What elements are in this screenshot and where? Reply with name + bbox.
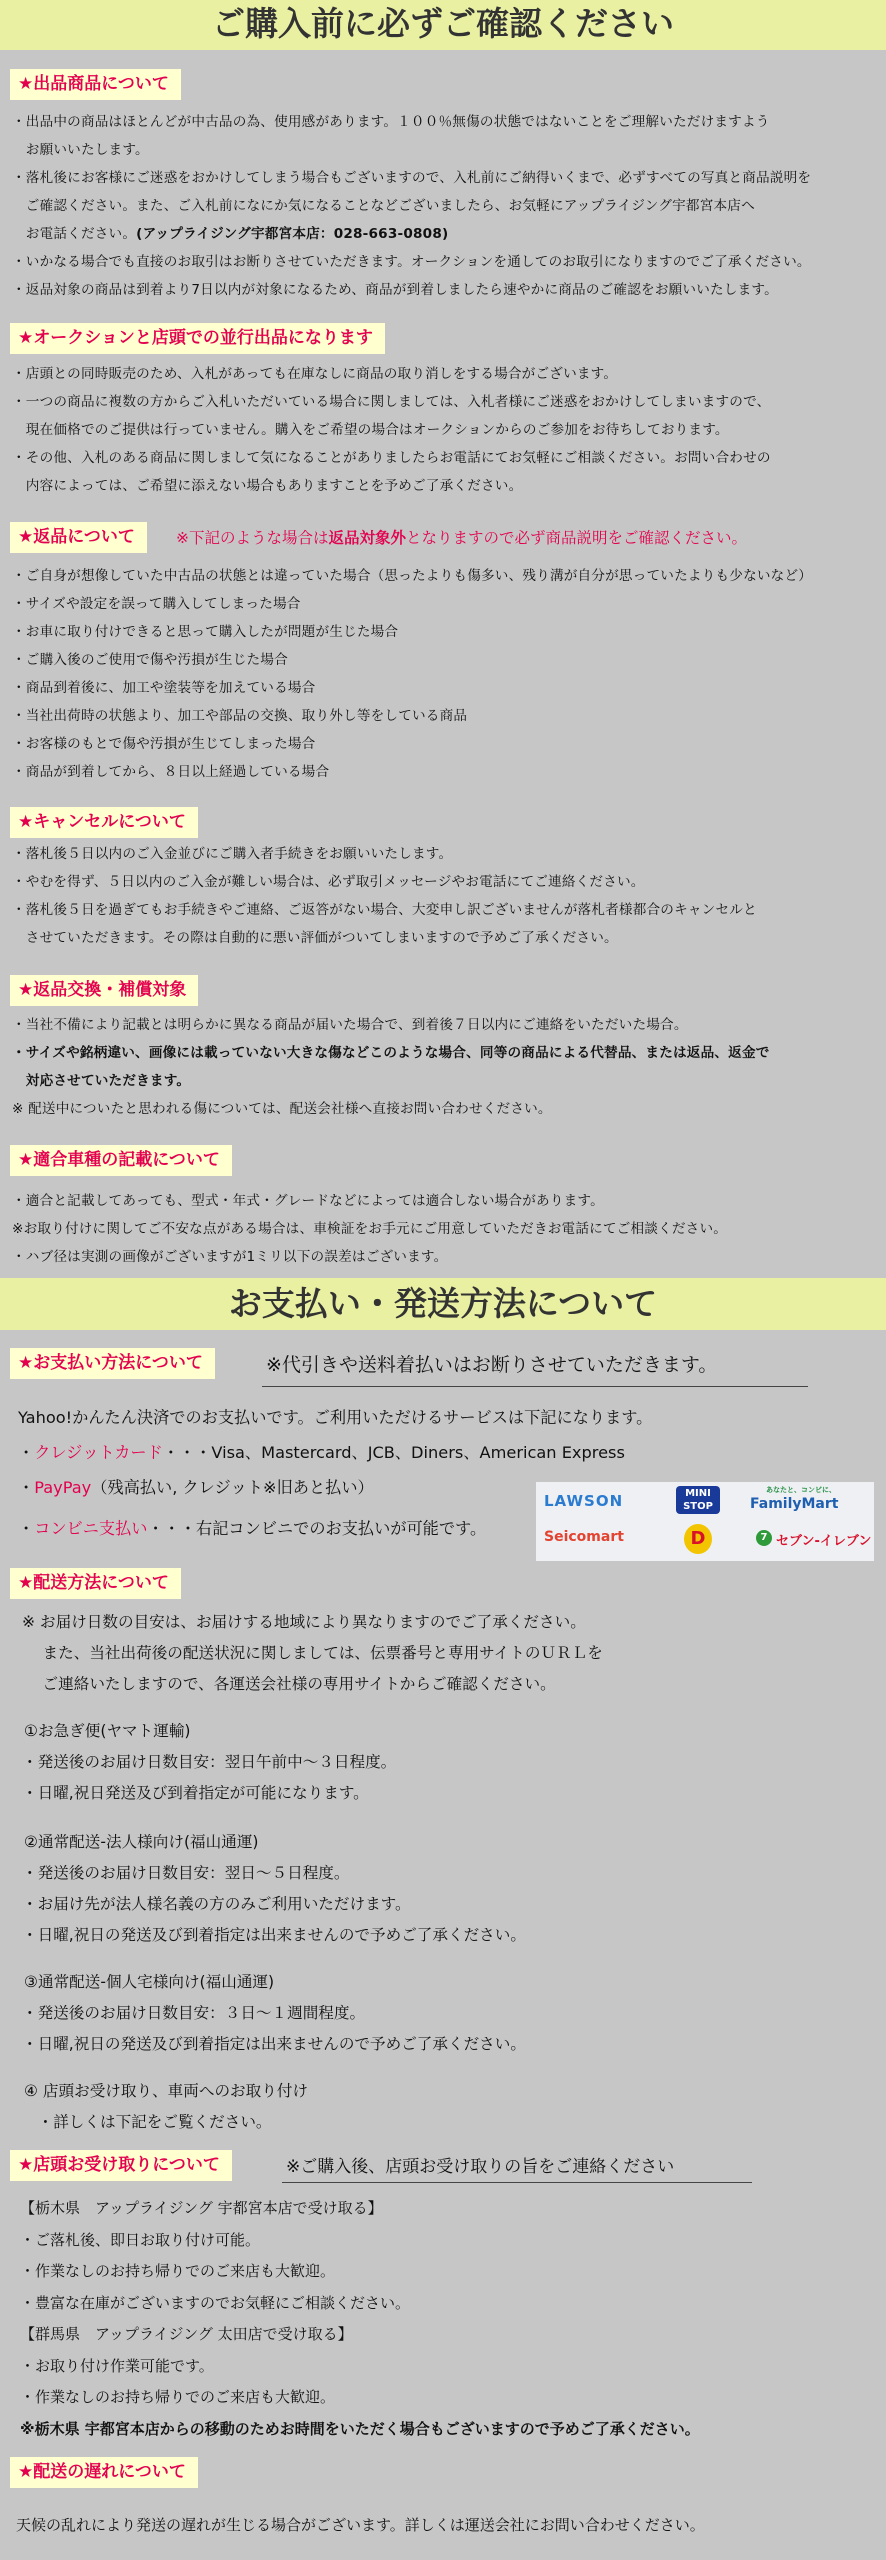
returns-note — [176, 528, 747, 548]
text-line: ・ご落札後、即日お取り付け可能。 — [20, 2230, 261, 2249]
store-heading-ota: 【群馬県 アップライジング 太田店で受け取る】 — [20, 2325, 353, 2343]
text-line: ・当社出荷時の状態より、加工や部品の交換、取り外し等をしている商品 — [12, 708, 468, 724]
lawson-logo: LAWSON — [544, 1492, 624, 1510]
section-header-delay: ★配送の遅れについて — [10, 2457, 198, 2488]
pickup-transfer-note: ※栃木県 宇都宮本店からの移動のためお時間をいただく場合もございますので予めご了承ください。 — [20, 2419, 700, 2438]
spacer — [22, 1951, 882, 1967]
text-line: 内容によっては、ご希望に添えない場合もありますことを予めご了承ください。 — [12, 478, 523, 494]
text-line: ・適合と記載してあっても、型式・年式・グレードなどによっては適合しない場合があります。 — [12, 1193, 604, 1209]
contact-phone: (アップライジング宇都宮本店：028-663-0808) — [136, 226, 449, 242]
section-header-parallel: ★オークションと店頭での並行出品になります — [10, 323, 385, 354]
text-line: ・出品中の商品はほとんどが中古品の為、使用感があります。１００％無傷の状態ではないことをご理解いただけますよう — [12, 114, 770, 130]
text-line: ・その他、入札のある商品に関しまして気になることがありましたらお電話にてお気軽にご相談ください。お問い合わせの — [12, 450, 771, 466]
section-body-pickup — [20, 2193, 880, 2445]
pickup-note-underline — [282, 2182, 752, 2183]
section-body-parallel — [12, 360, 878, 500]
payment-note-underline — [262, 1386, 808, 1387]
text-line: ・お届け先が法人様名義の方のみご利用いただけます。 — [22, 1895, 411, 1913]
text-line: ・やむを得ず、５日以内のご入金が難しい場合は、必ず取引メッセージやお電話にてご連絡ください。 — [12, 874, 645, 890]
text-line: ※お取り付けに関してご不安な点がある場合は、車検証をお手元にご用意していただきお電話にてご相談ください。 — [12, 1221, 728, 1237]
spacer — [22, 2060, 882, 2076]
text-line: ・発送後のお届け日数目安：３日～１週間程度。 — [22, 2004, 366, 2022]
section-body-cancel — [12, 840, 878, 952]
section-header-returns: ★返品について — [10, 522, 147, 553]
seicomart-logo: Seicomart — [544, 1529, 624, 1545]
familymart-logo: FamilyMart — [750, 1496, 839, 1512]
credit-card-brands: ・・・Visa、Mastercard、JCB、Diners、American Express — [162, 1443, 625, 1462]
ministop-logo — [676, 1486, 720, 1514]
text-line: ・落札後５日以内のご入金並びにご購入者手続きをお願いいたします。 — [12, 846, 453, 862]
credit-card-label: クレジットカード — [34, 1443, 163, 1462]
text-line: ・ご自身が想像していた中古品の状態とは違っていた場合（思ったよりも傷多い、残り溝が自分が思っていたよりも少ないなど） — [12, 568, 813, 584]
text-line: ・当社不備により記載とは明らかに異なる商品が届いた場合で、到着後７日以内にご連絡をいただいた場合。 — [12, 1017, 688, 1033]
seven-eleven-logo: セブン-イレブン — [776, 1534, 872, 1549]
text-line: ※ お届け日数の目安は、お届けする地域により異なりますのでご了承ください。 — [22, 1613, 586, 1631]
text-line: ・ご購入後のご使用で傷や汚損が生じた場合 — [12, 652, 288, 668]
store-heading-utsunomiya: 【栃木県 アップライジング 宇都宮本店で受け取る】 — [20, 2199, 383, 2217]
text-line: お電話ください。 — [12, 226, 137, 242]
shipping-method-title: ④ 店頭お受け取り、車両へのお取り付け — [24, 2082, 309, 2100]
section-header-compat: ★適合車種の記載について — [10, 1145, 232, 1176]
ministop-bottom: STOP — [683, 1501, 713, 1512]
text-line: ・お客様のもとで傷や汚損が生じてしまった場合 — [12, 736, 316, 752]
text-line: ・日曜,祝日の発送及び到着指定は出来ませんので予めご了承ください。 — [22, 1926, 526, 1944]
section-header-exchange: ★返品交換・補償対象 — [10, 975, 198, 1006]
text-line: ・お取り付け作業可能です。 — [20, 2356, 214, 2375]
text-line: 現在価格でのご提供は行っていません。購入をご希望の場合はオークションからのご参加をお待ちしております。 — [12, 422, 729, 438]
spacer — [22, 1809, 882, 1827]
text-line: また、当社出荷後の配送状況に関しましては、伝票番号と専用サイトのＵＲＬを — [22, 1644, 603, 1662]
payment-credit-line — [18, 1435, 878, 1470]
text-line-bold: ・サイズや銘柄違い、画像には載っていない大きな傷などこのような場合、同等の商品による代替品、または返品、返金で — [12, 1045, 770, 1061]
section-body-listing — [12, 108, 878, 304]
text-line: ・商品が到着してから、８日以上経過している場合 — [12, 764, 330, 780]
returns-note-post: となりますので必ず商品説明をご確認ください。 — [406, 529, 748, 547]
bullet: ・ — [18, 1478, 35, 1497]
paypay-detail: （残高払い, クレジット※旧あと払い） — [91, 1478, 374, 1497]
text-line: ・発送後のお届け日数目安：翌日午前中～３日程度。 — [22, 1753, 397, 1771]
text-line: させていただきます。その際は自動的に悪い評価がついてしまいますので予めご了承ください。 — [12, 930, 618, 946]
contact-line — [12, 220, 878, 248]
text-line: お願いいたします。 — [12, 142, 149, 158]
text-line: ・店頭との同時販売のため、入札があっても在庫なしに商品の取り消しをする場合がございます。 — [12, 366, 618, 382]
page-title-banner: ご購入前に必ずご確認ください — [0, 0, 886, 50]
section-header-shipping: ★配送方法について — [10, 1568, 181, 1599]
bullet: ・ — [18, 1443, 35, 1462]
text-line: ・詳しくは下記をご覧ください。 — [22, 2113, 272, 2131]
text-line: ご確認ください。また、ご入札前になにか気になることなどございましたら、お気軽にアップライジング宇都宮本店へ — [12, 198, 755, 214]
shipping-method-title: ①お急ぎ便(ヤマト運輸) — [24, 1722, 191, 1740]
familymart-tagline: あなたと、コンビに、 — [766, 1486, 836, 1494]
text-line: ・落札後５日を過ぎてもお手続きやご連絡、ご返答がない場合、大変申し訳ございませんが落札者様都合のキャンセルと — [12, 902, 757, 918]
text-line: ・一つの商品に複数の方からご入札いただいている場合に関しましては、入札者様にご迷惑をおかけしてしまいますので、 — [12, 394, 771, 410]
convenience-label: コンビニ支払い — [34, 1519, 148, 1538]
text-line: ・サイズや設定を誤って購入してしまった場合 — [12, 596, 301, 612]
payment-note: ※代引きや送料着払いはお断りさせていただきます。 — [266, 1354, 718, 1376]
section-header-pickup: ★店頭お受け取りについて — [10, 2150, 232, 2181]
shipping-method-title: ②通常配送-法人様向け(福山通運) — [24, 1833, 259, 1851]
returns-note-emphasis: 返品対象外 — [328, 529, 407, 547]
text-line: ・落札後にお客様にご迷惑をおかけしてしまう場合もございますので、入札前にご納得いくまで、必ずすべての写真と商品説明を — [12, 170, 812, 186]
daily-logo: D — [684, 1524, 712, 1554]
bullet: ・ — [18, 1519, 35, 1538]
text-line: ・日曜,祝日の発送及び到着指定は出来ませんので予めご了承ください。 — [22, 2035, 526, 2053]
text-line: ご連絡いたしますので、各運送会社様の専用サイトからご確認ください。 — [22, 1675, 556, 1693]
spacer — [22, 1700, 882, 1716]
text-line: Yahoo!かんたん決済でのお支払いです。ご利用いただけるサービスは下記になります。 — [18, 1408, 653, 1427]
text-line: ・お車に取り付けできると思って購入したが問題が生じた場合 — [12, 624, 399, 640]
paypay-label: PayPay — [34, 1478, 92, 1497]
seven-icon: 7 — [756, 1530, 772, 1546]
section-header-cancel: ★キャンセルについて — [10, 807, 198, 838]
text-line: ・いかなる場合でも直接のお取引はお断りさせていただきます。オークションを通してのお取引になりますのでご了承ください。 — [12, 254, 811, 270]
section-body-shipping — [22, 1607, 882, 2138]
text-line: ・作業なしのお持ち帰りでのご来店も大歓迎。 — [20, 2388, 336, 2406]
text-line-bold: 対応させていただきます。 — [12, 1073, 191, 1089]
text-line: ・発送後のお届け日数目安：翌日～５日程度。 — [22, 1864, 350, 1882]
shipping-method-title: ③通常配送-個人宅様向け(福山通運) — [24, 1973, 275, 1991]
text-line: ・日曜,祝日発送及び到着指定が可能になります。 — [22, 1784, 369, 1802]
text-line: ※ 配送中についたと思われる傷については、配送会社様へ直接お問い合わせください。 — [12, 1101, 552, 1117]
pickup-note: ※ご購入後、店頭お受け取りの旨をご連絡ください — [286, 2157, 675, 2177]
text-line: ・返品対象の商品は到着より7日以内が対象になるため、商品が到着しましたら速やかに商品のご確認をお願いいたします。 — [12, 282, 778, 298]
text-line: ・商品到着後に、加工や塗装等を加えている場合 — [12, 680, 316, 696]
returns-note-pre: ※下記のような場合は — [176, 529, 329, 547]
text-line: ・作業なしのお持ち帰りでのご来店も大歓迎。 — [20, 2262, 336, 2280]
section-body-delay: 天候の乱れにより発送の遅れが生じる場合がございます。詳しくは運送会社にお問い合わせください。 — [16, 2516, 705, 2534]
section-body-compat — [12, 1187, 878, 1271]
section-header-listing: ★出品商品について — [10, 69, 181, 100]
section-header-payment: ★お支払い方法について — [10, 1348, 215, 1379]
section-body-exchange — [12, 1011, 878, 1123]
section-body-returns — [12, 562, 878, 786]
payment-shipping-banner: お支払い・発送方法について — [0, 1278, 886, 1330]
ministop-top: MINI — [685, 1488, 711, 1499]
text-line: ・ハブ径は実測の画像がございますが1ミリ以下の誤差はございます。 — [12, 1249, 448, 1265]
convenience-store-logos — [536, 1482, 874, 1561]
convenience-detail: ・・・右記コンビニでのお支払いが可能です。 — [147, 1519, 487, 1538]
text-line: ・豊富な在庫がございますのでお気軽にご相談ください。 — [20, 2293, 411, 2312]
